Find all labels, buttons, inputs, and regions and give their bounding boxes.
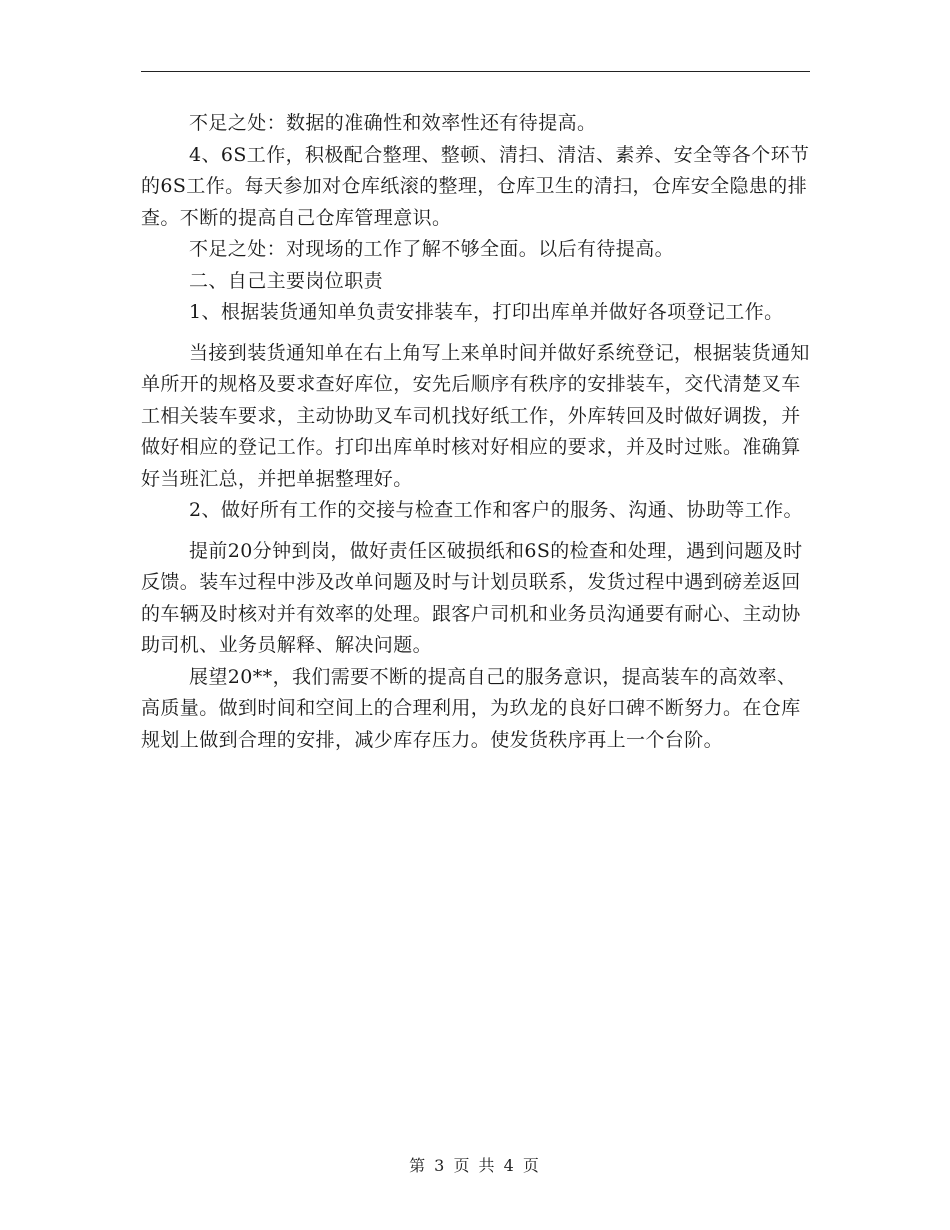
header-rule — [141, 71, 810, 72]
document-body — [141, 108, 810, 756]
paragraph-shortcoming-data: 不足之处：数据的准确性和效率性还有待提高。 — [189, 112, 597, 134]
paragraph-duty-1: 1、根据装货通知单负责安排装车，打印出库单并做好各项登记工作。 — [189, 301, 784, 323]
paragraph-outlook: 展望20**，我们需要不断的提高自己的服务意识，提高装车的高效率、高质量。做到时间和空间上的合理利用，为玖龙的良好口碑不断努力。在仓库规划上做到合理的安排，减少库存压力。使发货秩序再上一个台阶。 — [141, 665, 801, 751]
page-number-footer: 第 3 页 共 4 页 — [409, 1156, 541, 1175]
paragraph-duty-2-detail: 提前20分钟到岗，做好责任区破损纸和6S的检查和处理，遇到问题及时反馈。装车过程中涉及改单问题及时与计划员联系，发货过程中遇到磅差返回的车辆及时核对并有效率的处理。跟客户司机和业务员沟通要有耐心、主动协助司机、业务员解释、解决问题。 — [141, 539, 803, 656]
section-heading-duties: 二、自己主要岗位职责 — [189, 269, 384, 292]
paragraph-6s-work: 4、6S工作，积极配合整理、整顿、清扫、清洁、素养、安全等各个环节的6S工作。每天参加对仓库纸滚的整理，仓库卫生的清扫，仓库安全隐患的排查。不断的提高自己仓库管理意识。 — [141, 143, 810, 229]
paragraph-duty-1-detail: 当接到装货通知单在右上角写上来单时间并做好系统登记，根据装货通知单所开的规格及要求查好库位，安先后顺序有秩序的安排装车，交代清楚叉车工相关装车要求，主动协助叉车司机找好纸工作，外库转回及时做好调拨，并做好相应的登记工作。打印出库单时核对好相应的要求，并及时过账。准确算好当班汇总，并把单据整理好。 — [141, 341, 810, 490]
paragraph-shortcoming-site: 不足之处：对现场的工作了解不够全面。以后有待提高。 — [189, 238, 675, 260]
paragraph-duty-2: 2、做好所有工作的交接与检查工作和客户的服务、沟通、协助等工作。 — [189, 499, 803, 521]
